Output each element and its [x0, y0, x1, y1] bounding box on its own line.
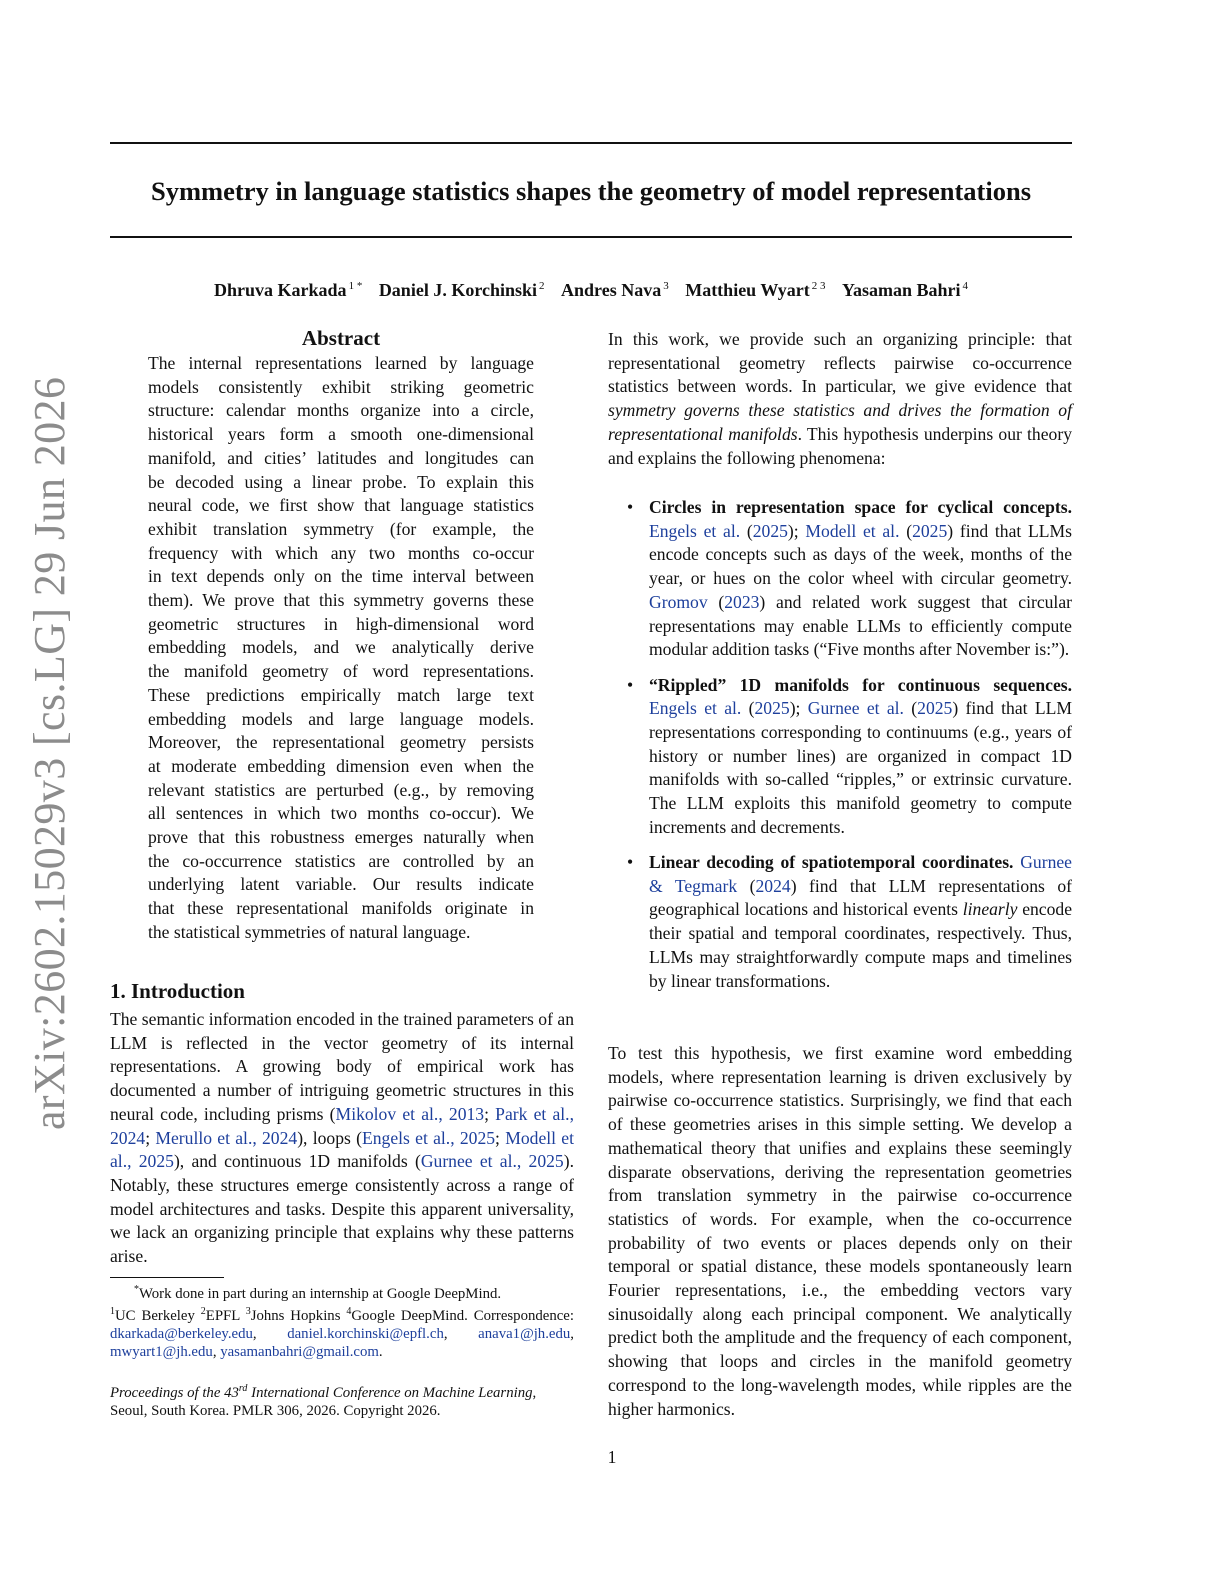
footnote-rule — [110, 1277, 224, 1278]
citation-link[interactable]: 2025 — [754, 698, 790, 719]
abstract-line: at moderate embedding dimension even when the — [148, 755, 534, 776]
citation-link[interactable]: Park et al., 2024 — [110, 1103, 574, 1148]
citation-link[interactable]: 2025 — [752, 520, 788, 541]
author: Matthieu Wyart $^{2 3}$ — [685, 280, 826, 300]
abstract-line: models consistently exhibit striking geometric — [148, 376, 534, 397]
abstract-line: embedding models and large language models. — [148, 708, 534, 729]
right-intro-paragraph: In this work, we provide such an organizing principle: that representational geometry reflects pairwise co-occurrence statistics between words. In particular, we give evidence that symmetry governs these statistics and drives the formation of representational manifolds. This hypothesis underpins our theory and explains the following phenomena: — [608, 329, 1072, 468]
abstract-line: that these representational manifolds originate in — [148, 898, 534, 919]
proceedings-note: Proceedings of the 43rd International Conference on Machine Learning, Seoul, South Korea. PMLR 306, 2026. Copyright 2026. — [110, 1383, 537, 1419]
abstract-heading: Abstract — [301, 326, 381, 350]
right-body-paragraph: To test this hypothesis, we first examine word embedding models, where representation learning is driven exclusively by pairwise co-occurrence statistics. Surprisingly, we find that each of these geometries arises in this simple setting. We develop a mathematical theory that unifies and explains these seemingly disparate observations, deriving the representation geometries from translation symmetry in the pairwise co-occurrence statistics of words. For example, when the co-occurrence probability of two events or places depends only on their temporal or spatial distance, these models spontaneously learn Fourier representations, i.e., the embedding vectors vary sinusoidally along each principal component. We analytically predict both the amplitude and the frequency of each component, showing that loops and circles in the manifold geometry correspond to the long-wavelength modes, while ripples are the higher harmonics. — [608, 1043, 1072, 1419]
title-bottom-rule — [110, 236, 1072, 238]
author-list — [110, 273, 1072, 303]
page-number: 1 — [607, 1447, 617, 1467]
abstract-line: prove that this robustness emerges naturally when — [148, 827, 534, 848]
abstract-line: frequency with which any two months co-occur — [148, 542, 534, 563]
abstract-line: relevant statistics are perturbed (e.g., by removing — [148, 779, 534, 800]
phenomena-list — [608, 496, 1072, 1005]
email-link[interactable]: anava1@jh.edu — [478, 1325, 571, 1342]
list-item: • Circles in representation space for cyclical concepts. Engels et al. (2025); Modell et al. (2025) find that LLMs encode concepts such as days of the week, months of the year, or hues on the color wheel with circular geometry. Gromov (2023) and related work suggest that circular representations may enable LLMs to efficiently compute modular addition tasks (“Five months after November is:”). — [627, 497, 1073, 660]
footnotes — [110, 1281, 574, 1361]
citation-link[interactable]: Engels et al. — [649, 520, 741, 541]
citation-link[interactable]: 2023 — [724, 591, 760, 612]
abstract-line: historical years form a smooth one-dimensional — [148, 424, 534, 445]
abstract-line: structure: calendar months organize into a circle, — [148, 400, 534, 421]
author: Andres Nava $^3$ — [561, 280, 669, 300]
abstract-line: exhibit translation symmetry (for example, the — [148, 518, 534, 539]
email-link[interactable]: mwyart1@jh.edu — [110, 1343, 213, 1360]
abstract-line: Moreover, the representational geometry persists — [148, 732, 534, 753]
introduction-paragraph: The semantic information encoded in the trained parameters of an LLM is reflected in the vector geometry of its internal representations. A growing body of empirical work has documented a number of intriguing geometric structures in this neural code, including prisms (Mikolov et al., 2013; Park et al., 2024; Merullo et al., 2024), loops (Engels et al., 2025; Modell et al., 2025), and continuous 1D manifolds (Gurnee et al., 2025). Notably, these structures emerge consistently across a range of model architectures and tasks. Despite this apparent universality, we lack an organizing principle that explains why these patterns arise. — [110, 1009, 574, 1267]
abstract-body — [148, 352, 534, 945]
abstract-line: manifold, and cities’ latitudes and longitudes can — [148, 447, 534, 468]
abstract-line: underlying latent variable. Our results indicate — [148, 874, 534, 895]
email-link[interactable]: yasamanbahri@gmail.com — [220, 1343, 379, 1360]
abstract-line: The internal representations learned by language — [148, 353, 534, 373]
abstract-line: the co-occurrence statistics are controlled by an — [148, 850, 534, 871]
list-item: • Linear decoding of spatiotemporal coordinates. Gurnee & Tegmark (2024) find that LLM representations of geographical locations and historical events linearly encode their spatial and temporal coordinates, respectively. Thus, LLMs may straightforwardly compute maps and timelines by linear transformations. — [627, 852, 1073, 991]
citation-link[interactable]: Gurnee et al., 2025 — [420, 1151, 564, 1172]
abstract-line: the statistical symmetries of natural language. — [148, 921, 471, 942]
paper-title: Symmetry in language statistics shapes the geometry of model representations — [150, 176, 1032, 206]
email-link[interactable]: dkarkada@berkeley.edu — [110, 1325, 253, 1342]
bullet-icon: • — [627, 852, 634, 873]
abstract-line: These predictions empirically match large text — [148, 684, 534, 705]
abstract-line: all sentences in which two months co-occur). We — [148, 803, 534, 824]
citation-link[interactable]: 2024 — [755, 875, 791, 896]
citation-link[interactable]: Gromov — [649, 591, 708, 612]
section-heading-introduction: 1. Introduction — [110, 979, 245, 1003]
abstract-line: neural code, we first show that language statistics — [148, 495, 534, 516]
abstract-line: geometric structures in high-dimensional word — [148, 613, 534, 634]
citation-link[interactable]: Mikolov et al., 2013 — [335, 1103, 485, 1124]
citation-link[interactable]: Merullo et al., 2024 — [155, 1127, 298, 1148]
title-top-rule — [110, 142, 1072, 144]
footnote-work: *Work done in part during an internship at Google DeepMind. — [134, 1284, 502, 1302]
bullet-icon: • — [627, 674, 634, 695]
email-link[interactable]: daniel.korchinski@epfl.ch — [287, 1325, 444, 1342]
citation-link[interactable]: Gurnee & Tegmark — [649, 852, 1072, 896]
citation-link[interactable]: 2025 — [912, 520, 948, 541]
abstract-line: them). We prove that this symmetry governs these — [148, 590, 534, 611]
citation-link[interactable]: Gurnee et al. — [807, 698, 904, 719]
arxiv-identifier-stamp: arXiv:2602.15029v3 [cs.LG] 29 Jun 2026 — [25, 376, 74, 1130]
author: Dhruva Karkada $^{1 *}$ — [214, 280, 363, 300]
citation-link[interactable]: Modell et al. — [805, 520, 900, 541]
citation-link[interactable]: Modell et al., 2025 — [110, 1127, 574, 1172]
footnote-affiliations: $^1$UC Berkeley $^2$EPFL $^3$Johns Hopkins $^4$Google DeepMind. Correspondence: dkarkada@berkeley.edu, daniel.korchinski@epfl.ch, anava1@jh.edu, mwyart1@jh.edu, yasamanbahri@gmail.com. — [110, 1305, 574, 1360]
list-item: • “Rippled” 1D manifolds for continuous sequences. Engels et al. (2025); Gurnee et al. (2025) find that LLM representations corresponding to continuums (e.g., years of history or number lines) are organized in compact 1D manifolds with so-called “ripples,” or extrinsic curvature. The LLM exploits this manifold geometry to compute increments and decrements. — [627, 674, 1072, 837]
abstract-line: the manifold geometry of word representations. — [148, 661, 534, 682]
abstract-line: be decoded using a linear probe. To explain this — [148, 471, 534, 492]
author: Yasaman Bahri $^4$ — [841, 280, 968, 300]
author: Daniel J. Korchinski $^2$ — [378, 280, 545, 300]
abstract-line: in text depends only on the time interval between — [148, 566, 534, 587]
bullet-icon: • — [627, 497, 634, 517]
citation-link[interactable]: Engels et al., 2025 — [361, 1127, 496, 1148]
citation-link[interactable]: Engels et al. — [649, 698, 742, 719]
citation-link[interactable]: 2025 — [917, 698, 953, 719]
abstract-line: embedding models, and we analytically derive — [148, 637, 534, 658]
